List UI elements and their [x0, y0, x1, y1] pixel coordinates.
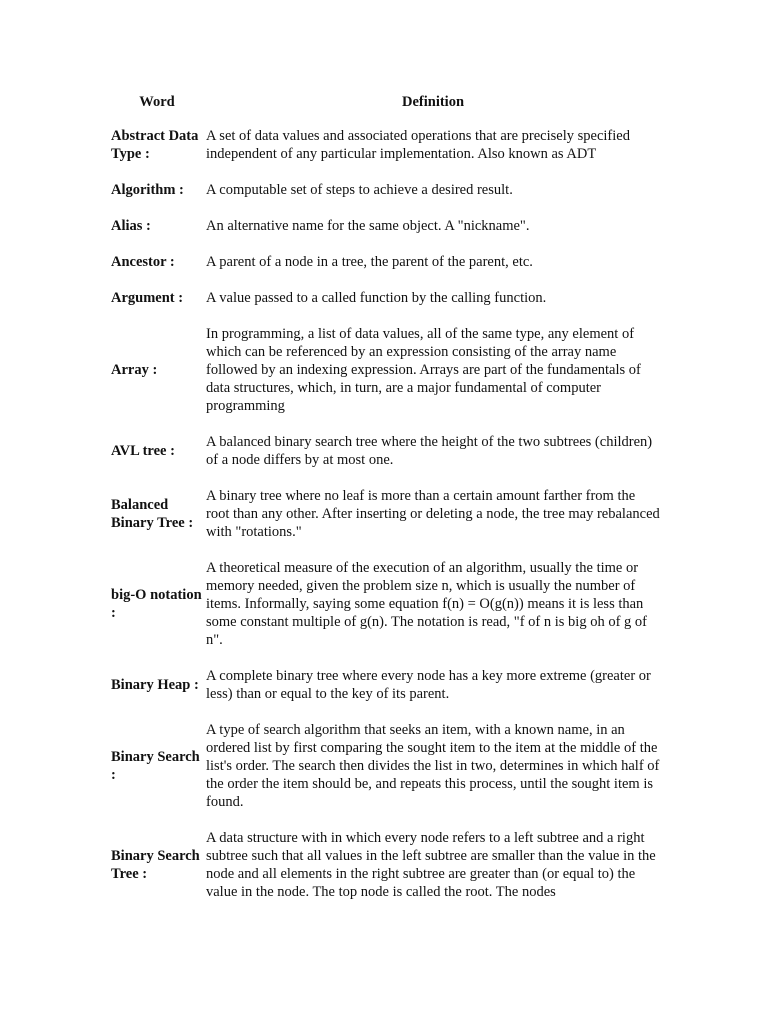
table-row [111, 721, 660, 829]
term: Balanced Binary Tree : [111, 497, 194, 531]
header-row [111, 91, 660, 127]
definition: An alternative name for the same object. A "nickname". [206, 218, 530, 234]
definition: A value passed to a called function by the calling function. [206, 290, 547, 306]
definition: A data structure with in which every node refers to a left subtree and a right subtree such that all values in the left subtree are smaller than the value in the node and all elements in the right subtree are greater than (or equal to) the value in the node. The top node is called the root. The nodes [206, 830, 656, 900]
term: Argument : [111, 290, 184, 306]
table-row [111, 433, 660, 487]
term: Alias : [111, 218, 151, 234]
table-row [111, 325, 660, 433]
term: Algorithm : [111, 182, 184, 198]
table-row [111, 559, 660, 667]
table-row [111, 487, 660, 559]
term: Ancestor : [111, 254, 175, 270]
table-row [111, 289, 660, 325]
table-row [111, 253, 660, 289]
definition: A set of data values and associated operations that are precisely specified independent of any particular implementation. Also known as ADT [206, 128, 630, 162]
table-row [111, 181, 660, 217]
term: Binary Search : [111, 749, 200, 783]
definition-column-header: Definition [401, 94, 465, 110]
definition: A complete binary tree where every node has a key more extreme (greater or less) than or equal to the key of its parent. [206, 668, 651, 702]
term: AVL tree : [111, 443, 175, 459]
table-row [111, 217, 660, 253]
term: Abstract Data Type : [111, 128, 199, 162]
definition: In programming, a list of data values, all of the same type, any element of which can be referenced by an expression consisting of the array name followed by an indexing expression. Arrays are part of the fundamentals of data structures, which, in turn, are a major fundamental of computer programming [206, 326, 641, 414]
word-column-header: Word [139, 94, 175, 110]
table-row [111, 127, 660, 181]
term: big-O notation : [111, 587, 202, 621]
term: Array : [111, 362, 158, 378]
definition: A type of search algorithm that seeks an item, with a known name, in an ordered list by first comparing the sought item to the item at the middle of the list's order. The search then divides the list in two, determines in which half of the order the item should be, and repeats this process, until the sought item is found. [206, 722, 660, 810]
term: Binary Heap : [111, 677, 199, 693]
table-row [111, 829, 660, 919]
table-row [111, 667, 660, 721]
glossary-table [108, 91, 663, 919]
term: Binary Search Tree : [111, 848, 200, 882]
definition: A balanced binary search tree where the height of the two subtrees (children) of a node differs by at most one. [206, 434, 653, 468]
definition: A binary tree where no leaf is more than a certain amount farther from the root than any other. After inserting or deleting a node, the tree may rebalanced with "rotations." [206, 488, 660, 540]
definition: A theoretical measure of the execution of an algorithm, usually the time or memory needed, given the problem size n, which is usually the number of items. Informally, saying some equation f(n) = O(g(n)) means it is less than some constant multiple of g(n). The notation is read, "f of n is big oh of g of n". [206, 560, 647, 648]
definition: A parent of a node in a tree, the parent of the parent, etc. [206, 254, 533, 270]
definition: A computable set of steps to achieve a desired result. [206, 182, 513, 198]
